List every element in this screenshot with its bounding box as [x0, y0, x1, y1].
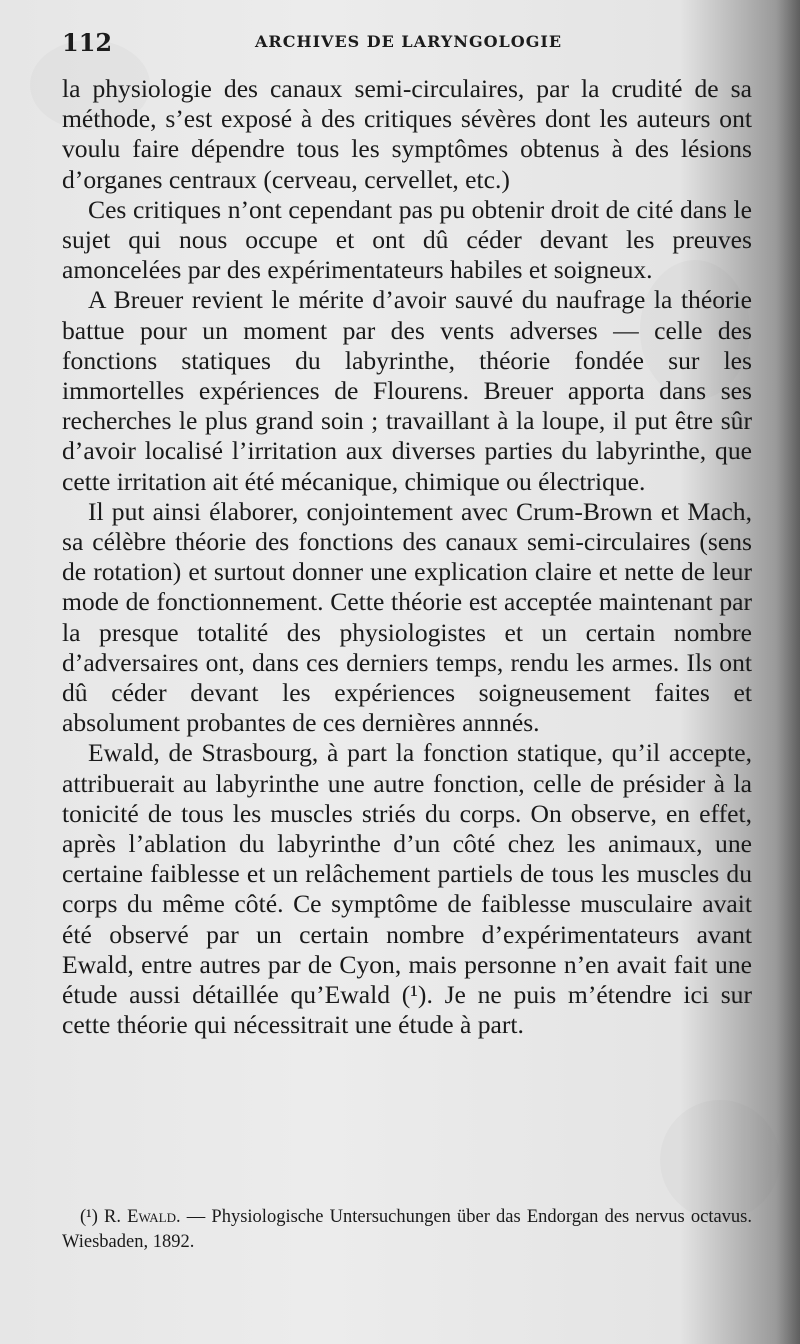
footnote-author: R. Ewald.: [104, 1207, 181, 1227]
paragraph-1: la physiologie des canaux semi-circulaires, par la crudité de sa méthode, s’est exposé à des critiques sévères dont les auteurs ont voulu faire dépendre tous les symptômes obtenus à des lésions d’organes centraux (cerveau, cervellet, etc.): [62, 74, 752, 194]
body-text: [62, 74, 752, 1041]
paragraph-3: A Breuer revient le mérite d’avoir sauvé du naufrage la théorie battue pour un moment par des vents adverses — celle des fonctions statiques du labyrinthe, théorie fondée sur les immortelles expériences de Flourens. Breuer apporta dans ses recherches le plus grand soin ; travaillant à la loupe, il put être sûr d’avoir localisé l’irritation aux diverses parties du labyrinthe, que cette irritation ait été mécanique, chimique ou électrique.: [62, 285, 752, 496]
paragraph-5: Ewald, de Strasbourg, à part la fonction statique, qu’il accepte, attribuerait au labyrinthe une autre fonction, celle de présider à la tonicité de tous les muscles striés du corps. On observe, en effet, après l’ablation du labyrinthe d’un côté chez les animaux, une certaine faiblesse et un relâchement partiels de tous les muscles du corps du même côté. Ce symptôme de faiblesse musculaire avait été observé par un certain nombre d’expérimentateurs avant Ewald, entre autres par de Cyon, mais personne n’en avait fait une étude aussi détaillée qu’Ewald (¹). Je ne puis m’étendre ici sur cette théorie qui nécessitrait une étude à part.: [62, 738, 752, 1040]
footnote-text: — Physiologische Untersuchungen über das Endorgan des nervus octavus. Wiesbaden, 1892.: [62, 1207, 753, 1252]
paragraph-2: Ces critiques n’ont cependant pas pu obtenir droit de cité dans le sujet qui nous occupe et ont dû céder devant les preuves amoncelées par des expérimentateurs habiles et soigneux.: [62, 194, 752, 285]
footnote: [62, 1205, 752, 1255]
paragraph-4: Il put ainsi élaborer, conjointement avec Crum-Brown et Mach, sa célèbre théorie des fonctions des canaux semi-circulaires (sens de rotation) et surtout donner une explication claire et nette de leur mode de fonctionnement. Cette théorie est acceptée maintenant par la presque totalité des physiologistes et un certain nombre d’adversaires ont, dans ces derniers temps, rendu les armes. Ils ont dû céder devant les expériences soigneusement faites et absolument probantes de ces dernières annnés.: [62, 496, 752, 738]
paper-stain: [660, 1100, 780, 1220]
footnote-marker: (¹): [80, 1207, 98, 1227]
page-header: [62, 28, 752, 62]
page-number: 112: [62, 28, 113, 57]
running-title: ARCHIVES DE LARYNGOLOGIE: [255, 32, 563, 51]
